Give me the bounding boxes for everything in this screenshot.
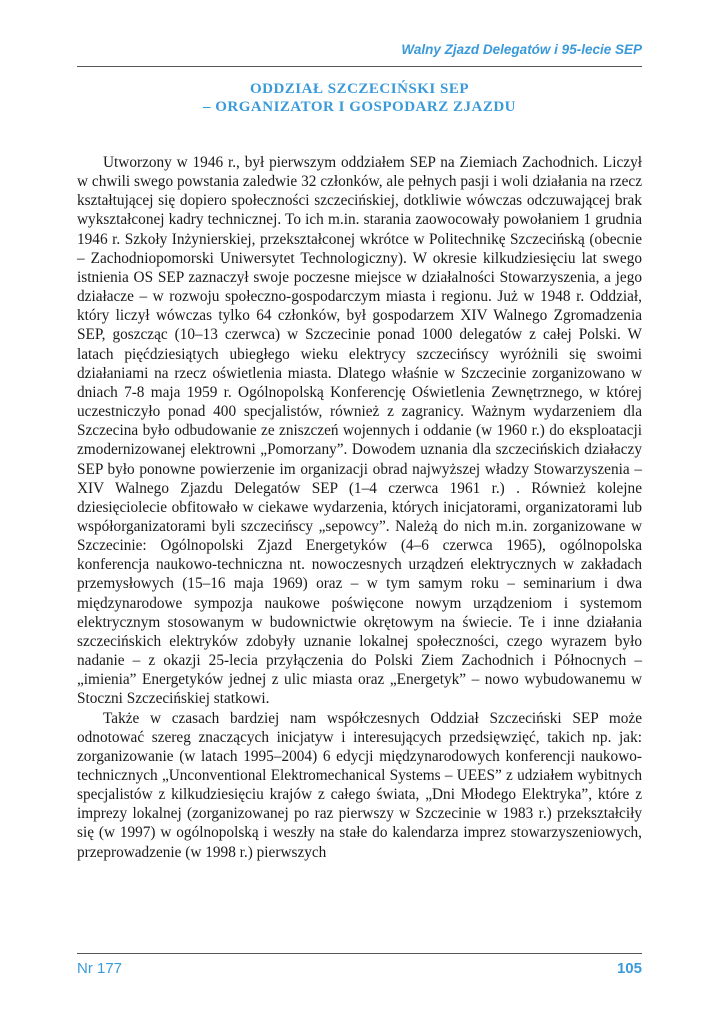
running-header-title: Walny Zjazd Delegatów i 95-lecie SEP bbox=[401, 42, 642, 57]
body-paragraph: Także w czasach bardziej nam współczesnych Oddział Szczeciński SEP może odnotować szereg znaczących inicjatyw i interesujących przedsięwzięć, takich np. jak: zorganizowanie (w latach 1995–2004) 6 edycji międzynarodowych konferencji naukowo-technicznych „Unconventional Elektromechanical Systems – UEES” z udziałem wybitnych specjalistów z kilkudziesięciu krajów z całego świata, „Dni Młodego Elektryka”, które z imprezy lokalnej (zorganizowanej po raz pierwszy w Szczecinie w 1983 r.) przekształciły się (w 1997) w ogólnopolską i weszły na stałe do kalendarza imprez stowarzyszeniowych, przeprowadzenie (w 1998 r.) pierwszych bbox=[77, 709, 642, 861]
body-paragraph: Utworzony w 1946 r., był pierwszym oddziałem SEP na Ziemiach Zachodnich. Liczył w chwili swego powstania zaledwie 32 członków, ale pełnych pasji i woli działania na rzecz kształtującej się dopiero społeczności szczecińskiej, dotkliwie wówczas odczuwającej brak wykształconej kadry technicznej. To ich m.in. starania zaowocowały powołaniem 1 grudnia 1946 r. Szkoły Inżynierskiej, przekształconej wkrótce w Politechnikę Szczecińską (obecnie – Zachodniopomorski Uniwersytet Technologiczny). W okresie kilkudziesięciu lat swego istnienia OS SEP zaznaczył swoje poczesne miejsce w działalności Stowarzyszenia, a jego działacze – w rozwoju społeczno-gospodarczym miasta i regionu. Już w 1948 r. Oddział, który liczył wówczas tylko 64 członków, był gospodarzem XIV Walnego Zgromadzenia SEP, goszcząc (10–13 czerwca) w Szczecinie ponad 1000 delegatów z całej Polski. W latach pięćdziesiątych ubiegłego wieku elektrycy szczecińscy wyróżnili się swoimi działaniami na rzecz oświetlenia miasta. Dlatego właśnie w Szczecinie zorganizowano w dniach 7-8 maja 1959 r. Ogólnopolską Konferencję Oświetlenia Zewnętrznego, w której uczestniczyło ponad 400 specjalistów, również z zagranicy. Ważnym wydarzeniem dla Szczecina było odbudowanie ze zniszczeń wojennych i oddanie (w 1960 r.) do eksploatacji zmodernizowanej elektrowni „Pomorzany”. Dowodem uznania dla szczecińskich działaczy SEP było ponowne powierzenie im organizacji obrad najwyższej władzy Stowarzyszenia – XIV Walnego Zjazdu Delegatów SEP (1–4 czerwca 1961 r.) . Również kolejne dziesięciolecie obfitowało w ciekawe wydarzenia, których inicjatorami, organizatorami lub współorganizatorami byli szczecińscy „sepowcy”. Należą do nich m.in. zorganizowane w Szczecinie: Ogólnopolski Zjazd Energetyków (4–6 czerwca 1965), ogólnopolska konferencja naukowo-techniczna nt. nowoczesnych urządzeń elektrycznych w zakładach przemysłowych (15–16 maja 1969) oraz – w tym samym roku – seminarium i dwa międzynarodowe sympozja naukowe poświęcone nowym urządzeniom i systemom elektrycznym stosowanym w budownictwie okrętowym na świecie. Te i inne działania szczecińskich elektryków zdobyły uznanie lokalnej społeczności, czego wyrazem było nadanie – z okazji 25-lecia przyłączenia do Polski Ziem Zachodnich i Północnych – „imienia” Energetyków jednej z ulic miasta oraz „Energetyk” – nowo wybudowanemu w Stoczni Szczecińskiej statkowi. bbox=[77, 154, 642, 708]
article-title bbox=[77, 80, 642, 116]
header-divider bbox=[77, 66, 642, 67]
footer-divider bbox=[77, 953, 642, 954]
article-title-line-2: – ORGANIZATOR I GOSPODARZ ZJAZDU bbox=[203, 99, 516, 115]
article-title-line-1: ODDZIAŁ SZCZECIŃSKI SEP bbox=[249, 81, 470, 97]
page-number: 105 bbox=[616, 960, 642, 977]
issue-number: Nr 177 bbox=[77, 960, 123, 977]
article-body bbox=[77, 153, 642, 862]
